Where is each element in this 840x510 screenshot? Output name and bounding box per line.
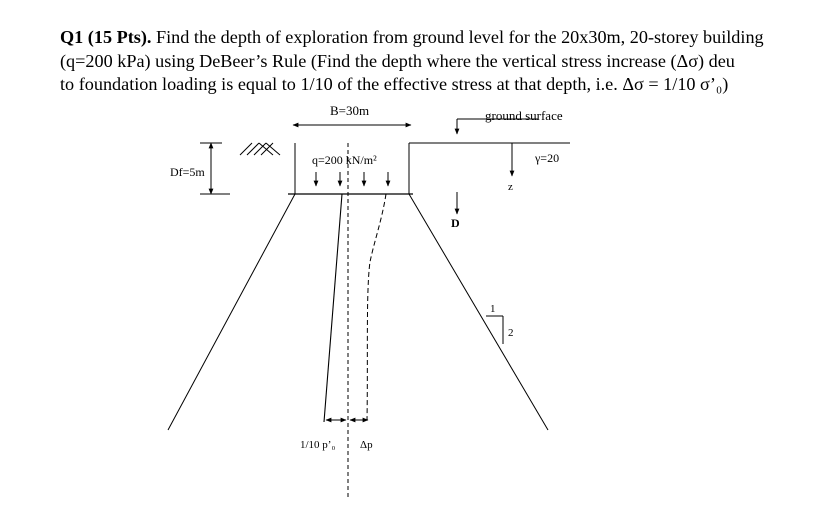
- unit-weight-label: γ=20: [535, 151, 560, 165]
- d-label: D: [451, 216, 460, 230]
- left-spread-line: [168, 194, 295, 430]
- tenth-p0-label: 1/10 p’₀: [300, 439, 336, 451]
- slope-rise-label: 2: [508, 327, 514, 339]
- delta-p-label: Δp: [360, 439, 373, 451]
- question-number: Q1 (15 Pts).: [60, 27, 152, 47]
- ground-surface-label: ground surface: [485, 108, 563, 123]
- load-label: q=200 kN/m²: [312, 153, 377, 167]
- load-arrows: [316, 172, 388, 186]
- question-line-1-text: Find the depth of exploration from ground level for the 20x30m, 20-storey building: [151, 27, 764, 47]
- z-label: z: [508, 181, 513, 193]
- soil-hatch: [240, 143, 280, 155]
- stress-increase-curve: [367, 194, 386, 420]
- depth-label: Df=5m: [170, 165, 205, 179]
- tenth-effective-stress-line: [324, 194, 342, 422]
- right-spread-line: [409, 194, 548, 430]
- slope-run-label: 1: [490, 303, 496, 315]
- width-label: B=30m: [330, 103, 370, 118]
- question-line-3: to foundation loading is equal to 1/10 of the effective stress at that depth, i.e. Δσ = 1/10 σ’₀): [60, 74, 729, 94]
- question-line-2: (q=200 kPa) using DeBeer’s Rule (Find the depth where the vertical stress increase (Δσ) deu: [60, 50, 735, 71]
